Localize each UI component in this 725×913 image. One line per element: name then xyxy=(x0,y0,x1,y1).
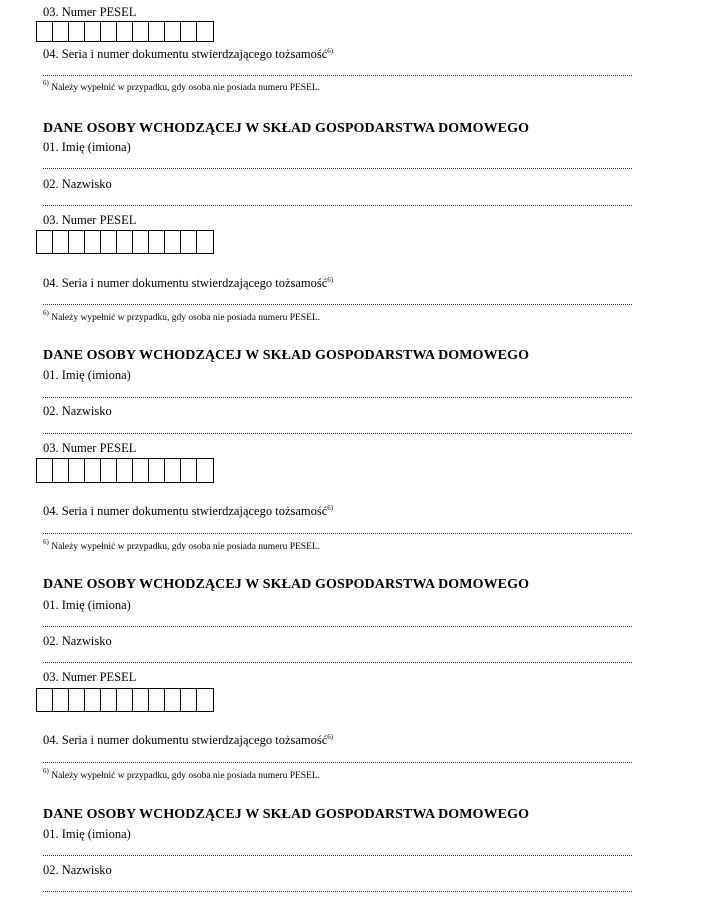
first-name-label: 01. Imię (imiona) xyxy=(43,827,131,841)
pesel-digit-box[interactable] xyxy=(197,231,213,253)
first-name-label: 01. Imię (imiona) xyxy=(43,140,131,154)
id-document-field[interactable] xyxy=(43,75,632,76)
pesel-digit-box[interactable] xyxy=(101,459,117,482)
section-heading: DANE OSOBY WCHODZĄCEJ W SKŁAD GOSPODARSTWA DOMOWEGO xyxy=(43,807,530,822)
pesel-digit-box[interactable] xyxy=(117,231,133,253)
pesel-digit-box[interactable] xyxy=(101,231,117,253)
pesel-input[interactable] xyxy=(36,230,214,254)
pesel-digit-box[interactable] xyxy=(117,689,133,711)
pesel-digit-box[interactable] xyxy=(149,22,165,41)
surname-label: 02. Nazwisko xyxy=(43,177,112,191)
pesel-digit-box[interactable] xyxy=(197,689,213,711)
pesel-digit-box[interactable] xyxy=(117,459,133,482)
pesel-digit-box[interactable] xyxy=(149,689,165,711)
id-document-label: 04. Seria i numer dokumentu stwierdzającego tożsamość$^{6)}$ xyxy=(43,276,334,290)
footnote-ref: 6) xyxy=(327,47,334,55)
pesel-digit-box[interactable] xyxy=(181,689,197,711)
pesel-digit-box[interactable] xyxy=(69,689,85,711)
pesel-digit-box[interactable] xyxy=(69,459,85,482)
pesel-digit-box[interactable] xyxy=(101,22,117,41)
pesel-digit-box[interactable] xyxy=(85,689,101,711)
surname-field[interactable] xyxy=(43,205,632,206)
pesel-digit-box[interactable] xyxy=(53,459,69,482)
pesel-digit-box[interactable] xyxy=(69,22,85,41)
pesel-label: 03. Numer PESEL xyxy=(43,441,137,455)
pesel-digit-box[interactable] xyxy=(85,231,101,253)
pesel-digit-box[interactable] xyxy=(85,22,101,41)
id-document-label: 04. Seria i numer dokumentu stwierdzającego tożsamość$^{6)}$ xyxy=(43,47,334,61)
id-document-field[interactable] xyxy=(43,304,632,305)
id-document-field[interactable] xyxy=(43,762,632,763)
section-heading: DANE OSOBY WCHODZĄCEJ W SKŁAD GOSPODARSTWA DOMOWEGO xyxy=(43,121,530,136)
pesel-digit-box[interactable] xyxy=(85,459,101,482)
pesel-digit-box[interactable] xyxy=(181,459,197,482)
id-document-label: 04. Seria i numer dokumentu stwierdzającego tożsamość$^{6)}$ xyxy=(43,504,334,518)
id-document-field[interactable] xyxy=(43,533,632,534)
first-name-field[interactable] xyxy=(43,855,632,856)
pesel-digit-box[interactable] xyxy=(181,231,197,253)
pesel-digit-box[interactable] xyxy=(53,231,69,253)
pesel-digit-box[interactable] xyxy=(165,22,181,41)
pesel-digit-box[interactable] xyxy=(165,689,181,711)
pesel-digit-box[interactable] xyxy=(149,231,165,253)
pesel-digit-box[interactable] xyxy=(37,459,53,482)
pesel-digit-box[interactable] xyxy=(53,22,69,41)
surname-field[interactable] xyxy=(43,662,632,663)
pesel-digit-box[interactable] xyxy=(149,459,165,482)
pesel-digit-box[interactable] xyxy=(197,22,213,41)
pesel-digit-box[interactable] xyxy=(37,689,53,711)
pesel-digit-box[interactable] xyxy=(133,689,149,711)
surname-label: 02. Nazwisko xyxy=(43,404,112,418)
footnote-ref: 6) xyxy=(327,276,334,284)
first-name-field[interactable] xyxy=(43,397,632,398)
surname-field[interactable] xyxy=(43,433,632,434)
pesel-input[interactable] xyxy=(36,688,214,712)
surname-label: 02. Nazwisko xyxy=(43,634,112,648)
pesel-label: 03. Numer PESEL xyxy=(43,5,137,19)
pesel-digit-box[interactable] xyxy=(53,689,69,711)
first-name-label: 01. Imię (imiona) xyxy=(43,368,131,382)
section-heading: DANE OSOBY WCHODZĄCEJ W SKŁAD GOSPODARSTWA DOMOWEGO xyxy=(43,577,530,592)
surname-label: 02. Nazwisko xyxy=(43,863,112,877)
footnote-ref: 6) xyxy=(327,733,334,741)
footnote: $^{6)}$ Należy wypełnić w przypadku, gdy osoba nie posiada numeru PESEL. xyxy=(43,309,321,323)
pesel-label: 03. Numer PESEL xyxy=(43,670,137,684)
footnote-ref: 6) xyxy=(327,504,334,512)
footnote: $^{6)}$ Należy wypełnić w przypadku, gdy osoba nie posiada numeru PESEL. xyxy=(43,538,321,552)
pesel-digit-box[interactable] xyxy=(165,231,181,253)
first-name-field[interactable] xyxy=(43,626,632,627)
footnote: $^{6)}$ Należy wypełnić w przypadku, gdy osoba nie posiada numeru PESEL. xyxy=(43,79,321,93)
pesel-digit-box[interactable] xyxy=(197,459,213,482)
pesel-digit-box[interactable] xyxy=(101,689,117,711)
first-name-field[interactable] xyxy=(43,168,632,169)
pesel-digit-box[interactable] xyxy=(133,22,149,41)
pesel-digit-box[interactable] xyxy=(165,459,181,482)
pesel-digit-box[interactable] xyxy=(117,22,133,41)
pesel-input[interactable] xyxy=(36,21,214,42)
section-heading: DANE OSOBY WCHODZĄCEJ W SKŁAD GOSPODARSTWA DOMOWEGO xyxy=(43,348,530,363)
surname-field[interactable] xyxy=(43,891,632,892)
id-document-label: 04. Seria i numer dokumentu stwierdzającego tożsamość$^{6)}$ xyxy=(43,733,334,747)
pesel-digit-box[interactable] xyxy=(181,22,197,41)
footnote: $^{6)}$ Należy wypełnić w przypadku, gdy osoba nie posiada numeru PESEL. xyxy=(43,767,321,781)
pesel-label: 03. Numer PESEL xyxy=(43,213,137,227)
pesel-digit-box[interactable] xyxy=(69,231,85,253)
pesel-digit-box[interactable] xyxy=(37,22,53,41)
first-name-label: 01. Imię (imiona) xyxy=(43,598,131,612)
pesel-digit-box[interactable] xyxy=(133,231,149,253)
pesel-digit-box[interactable] xyxy=(37,231,53,253)
pesel-digit-box[interactable] xyxy=(133,459,149,482)
pesel-input[interactable] xyxy=(36,458,214,483)
